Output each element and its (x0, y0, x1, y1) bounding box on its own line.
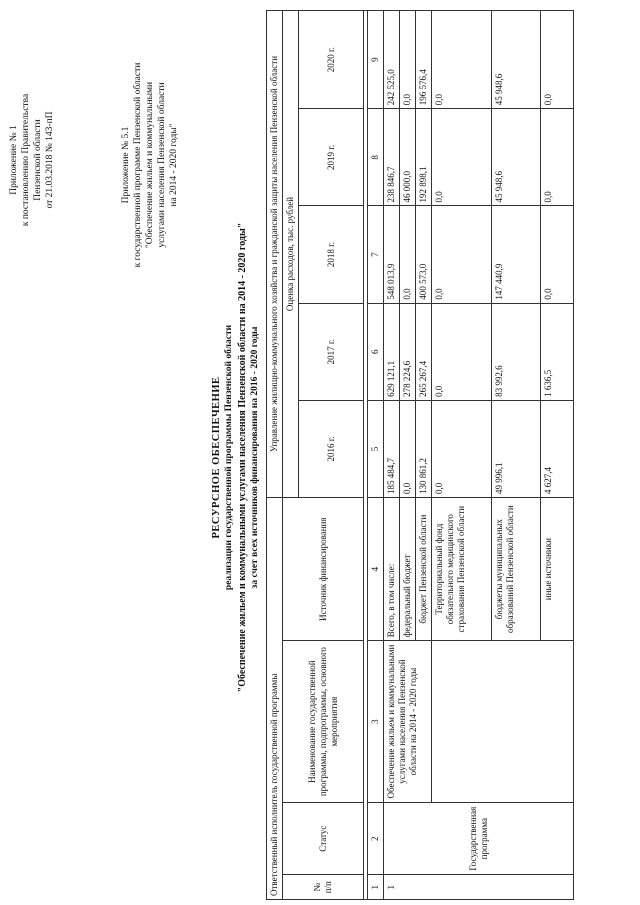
value-cell: 0,0 (432, 11, 492, 109)
value-cell: 0,0 (541, 109, 574, 206)
appendix-1-block (8, 40, 56, 280)
header-name: Наименование государственной программы, подпрограммы, основного мероприятия (283, 641, 364, 803)
program-status: Государственная программа (384, 802, 574, 875)
title-heading: РЕСУРСНОЕ ОБЕСПЕЧЕНИЕ (211, 376, 222, 539)
responsible-label: Ответственный исполнитель государственной программы (267, 498, 283, 900)
value-cell: 0,0 (432, 303, 492, 400)
value-cell: 629 121,1 (384, 303, 400, 400)
value-cell: 278 224,6 (400, 303, 416, 400)
header-estimate: Оценка расходов, тыс. рублей (283, 11, 299, 498)
value-cell: 0,0 (400, 206, 416, 303)
document-title (210, 185, 262, 730)
value-cell: 196 576,4 (416, 11, 432, 109)
appendix-2-line: на 2014 - 2020 годы" (169, 123, 179, 207)
value-cell: 0,0 (400, 400, 416, 497)
column-number: 8 (368, 109, 384, 206)
value-cell: 0,0 (541, 206, 574, 303)
header-row (283, 11, 299, 900)
source-cell: бюджет Пензенской области (416, 498, 432, 641)
appendix-2-line: к государственной программе Пензенской области (133, 62, 143, 268)
appendix-2-line: "Обеспечение жильем и коммунальными (145, 81, 155, 249)
appendix-1-line: от 21.03.2018 № 143-пП (45, 111, 55, 209)
value-cell: 0,0 (432, 206, 492, 303)
value-cell: 265 267,4 (416, 303, 432, 400)
column-number: 3 (368, 641, 384, 803)
value-cell: 242 525,0 (384, 11, 400, 109)
table-row (432, 11, 492, 900)
header-no: № п/п (283, 875, 364, 900)
column-number: 2 (368, 802, 384, 875)
value-cell: 0,0 (541, 11, 574, 109)
value-cell: 46 000,0 (400, 109, 416, 206)
value-cell: 548 013,9 (384, 206, 400, 303)
appendix-1-line: к постановлению Правительства (21, 93, 31, 227)
column-number: 9 (368, 11, 384, 109)
value-cell: 238 846,7 (384, 109, 400, 206)
header-year: 2020 г. (299, 11, 364, 109)
column-number: 7 (368, 206, 384, 303)
source-cell: иные источники (541, 498, 574, 641)
program-name-empty (432, 641, 574, 803)
column-numbers-row (368, 11, 384, 900)
value-cell: 192 898,1 (416, 109, 432, 206)
column-number: 5 (368, 400, 384, 497)
column-number: 6 (368, 303, 384, 400)
source-cell: Всего, в том числе: (384, 498, 400, 641)
title-line: за счет всех источников финансирования на 2016 - 2020 годы (250, 326, 260, 589)
row-number: 1 (384, 875, 574, 900)
value-cell: 83 992,6 (492, 303, 541, 400)
header-year: 2016 г. (299, 400, 364, 497)
appendix-2-block (120, 15, 180, 315)
responsible-value: Управление жилищно-коммунального хозяйства и гражданской защиты населения Пензенской области (267, 11, 283, 498)
value-cell: 400 573,0 (416, 206, 432, 303)
source-cell: федеральный бюджет (400, 498, 416, 641)
appendix-2-line: Приложение № 5.1 (121, 126, 131, 204)
value-cell: 0,0 (400, 11, 416, 109)
value-cell: 45 948,6 (492, 109, 541, 206)
column-number: 1 (368, 875, 384, 900)
value-cell: 0,0 (432, 109, 492, 206)
appendix-1-line: Приложение № 1 (9, 125, 19, 195)
header-year: 2017 г. (299, 303, 364, 400)
header-year: 2019 г. (299, 109, 364, 206)
resource-table (266, 10, 574, 900)
title-program-name: "Обеспечение жильем и коммунальными услугами населения Пензенской области на 2014 - 2020 годы" (237, 222, 248, 693)
source-cell: Территориальный фонд обязательного медицинского страхования Пензенской области (432, 498, 492, 641)
appendix-1-line: Пензенской области (33, 119, 43, 201)
appendix-2-line: услугами населения Пензенской области (157, 82, 167, 248)
column-number: 4 (368, 498, 384, 641)
value-cell: 0,0 (432, 400, 492, 497)
value-cell: 45 948,6 (492, 11, 541, 109)
responsible-row (267, 11, 283, 900)
header-status: Статус (283, 802, 364, 875)
value-cell: 185 484,7 (384, 400, 400, 497)
table-row (384, 11, 400, 900)
source-cell: бюджеты муниципальных образований Пензенской области (492, 498, 541, 641)
header-year: 2018 г. (299, 206, 364, 303)
title-line: реализации государственной программы Пензенской области (224, 324, 234, 591)
value-cell: 49 996,1 (492, 400, 541, 497)
header-source: Источник финансирования (283, 498, 364, 641)
value-cell: 4 627,4 (541, 400, 574, 497)
value-cell: 1 636,5 (541, 303, 574, 400)
program-name: Обеспечение жильем и коммунальными услугами населения Пензенской области на 2014 - 2020 годы (384, 641, 432, 803)
value-cell: 147 440,9 (492, 206, 541, 303)
value-cell: 130 861,2 (416, 400, 432, 497)
